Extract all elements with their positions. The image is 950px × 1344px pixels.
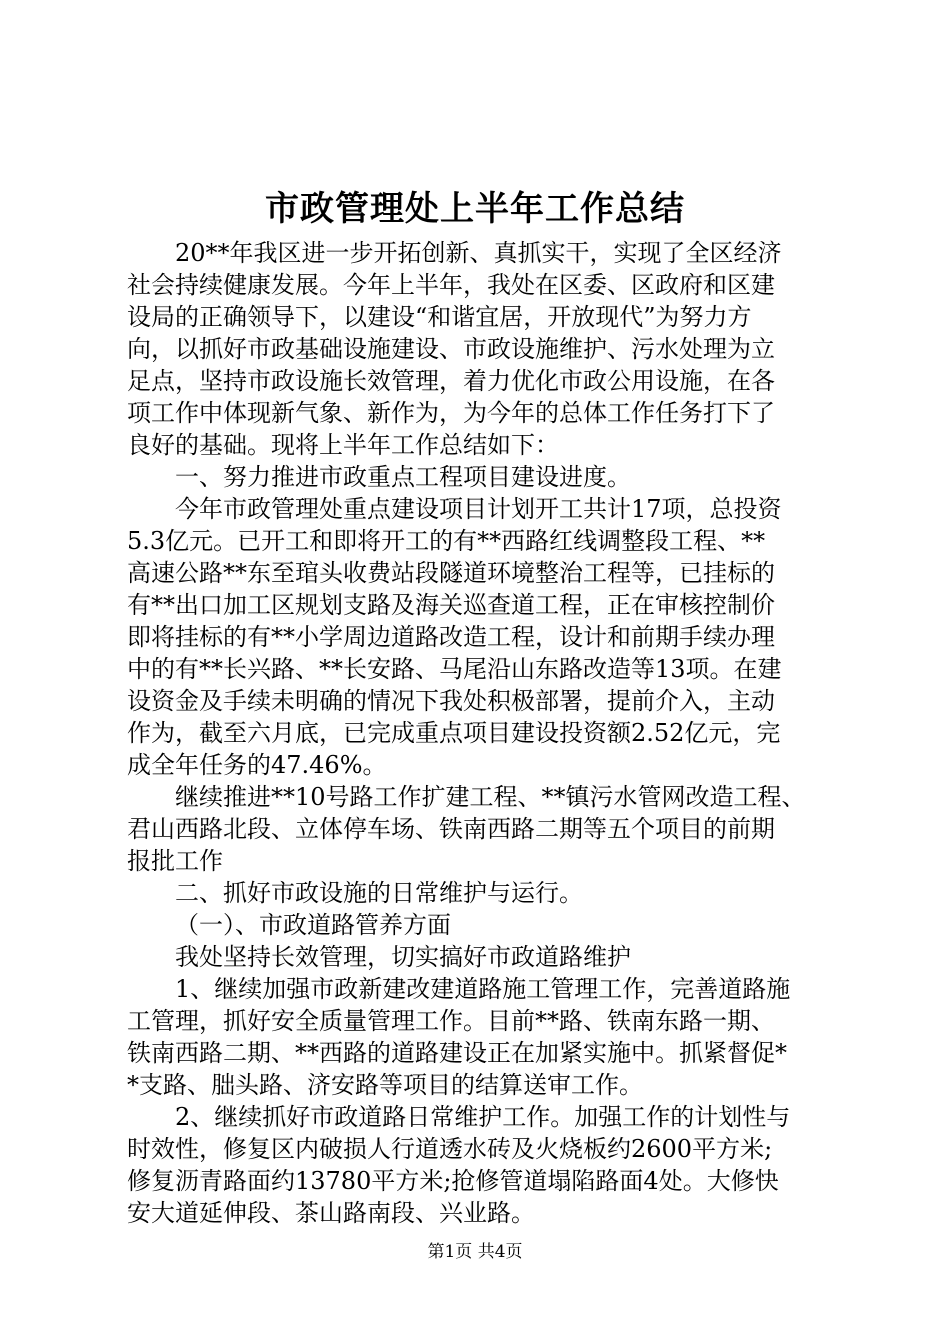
text-line: 君山西路北段、立体停车场、铁南西路二期等五个项目的前期 [127, 815, 775, 843]
text-line: 20**年我区进一步开拓创新、真抓实干，实现了全区经济 [175, 239, 782, 267]
text-line: 我处坚持长效管理，切实搞好市政道路维护 [175, 943, 631, 971]
document-title: 市政管理处上半年工作总结 [265, 189, 685, 229]
text-line: 报批工作 [127, 847, 223, 875]
text-line: 有**出口加工区规划支路及海关巡查道工程，正在审核控制价 [127, 591, 775, 619]
text-line: 项工作中体现新气象、新作为，为今年的总体工作任务打下了 [127, 399, 775, 427]
subsection-heading: （一）、市政道路管养方面 [175, 911, 451, 939]
text-line: 今年市政管理处重点建设项目计划开工共计17项，总投资 [175, 495, 782, 523]
text-line: 足点，坚持市政设施长效管理，着力优化市政公用设施，在各 [127, 367, 775, 395]
text-line: 作为，截至六月底，已完成重点项目建设投资额2.52亿元，完 [127, 719, 781, 747]
text-line: 设局的正确领导下，以建设“和谐宜居，开放现代”为努力方 [127, 303, 752, 331]
text-line: 继续推进**10号路工作扩建工程、**镇污水管网改造工程、 [175, 783, 806, 811]
text-line: 1、继续加强市政新建改建道路施工管理工作，完善道路施 [175, 975, 791, 1003]
text-line: 铁南西路二期、**西路的道路建设正在加紧实施中。抓紧督促* [127, 1039, 787, 1067]
text-line: 时效性，修复区内破损人行道透水砖及火烧板约2600平方米; [127, 1135, 773, 1163]
section-heading: 一、努力推进市政重点工程项目建设进度。 [175, 463, 631, 491]
section-heading: 二、抓好市政设施的日常维护与运行。 [175, 879, 583, 907]
text-line: 即将挂标的有**小学周边道路改造工程，设计和前期手续办理 [127, 623, 775, 651]
page-number-footer: 第1页 共4页 [427, 1242, 523, 1262]
text-line: 成全年任务的47.46%。 [127, 751, 387, 779]
text-line: 2、继续抓好市政道路日常维护工作。加强工作的计划性与 [175, 1103, 791, 1131]
text-line: 5.3亿元。已开工和即将开工的有**西路红线调整段工程、** [127, 527, 766, 555]
text-line: *支路、朏头路、济安路等项目的结算送审工作。 [127, 1071, 643, 1099]
text-line: 中的有**长兴路、**长安路、马尾沿山东路改造等13项。在建 [127, 655, 782, 683]
text-line: 设资金及手续未明确的情况下我处积极部署，提前介入，主动 [127, 687, 775, 715]
text-line: 安大道延伸段、茶山路南段、兴业路。 [127, 1199, 535, 1227]
text-line: 修复沥青路面约13780平方米;抢修管道塌陷路面4处。大修快 [127, 1167, 779, 1195]
text-line: 向，以抓好市政基础设施建设、市政设施维护、污水处理为立 [127, 335, 775, 363]
text-line: 工管理，抓好安全质量管理工作。目前**路、铁南东路一期、 [127, 1007, 775, 1035]
text-line: 高速公路**东至琯头收费站段隧道环境整治工程等，已挂标的 [127, 559, 775, 587]
text-line: 社会持续健康发展。今年上半年，我处在区委、区政府和区建 [127, 271, 775, 299]
text-line: 良好的基础。现将上半年工作总结如下： [127, 431, 559, 459]
